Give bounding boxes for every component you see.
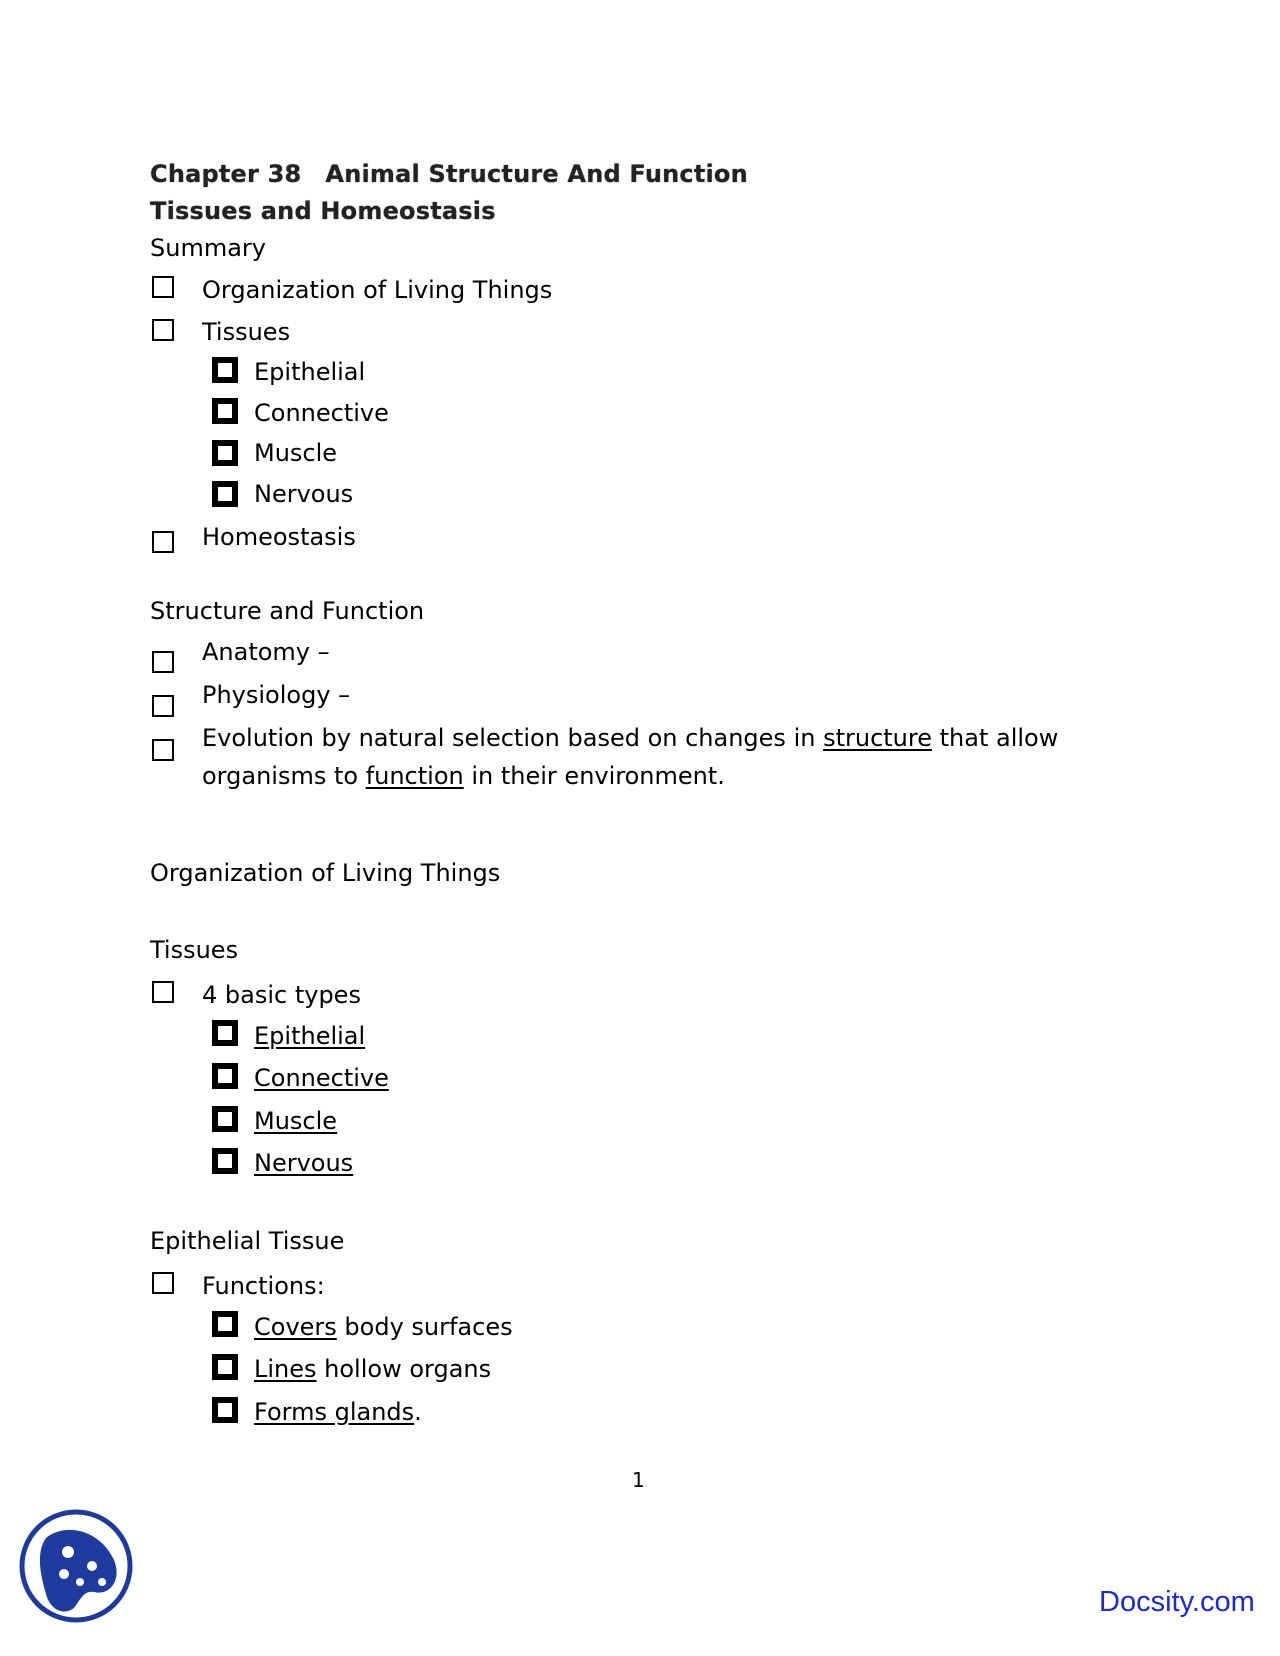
square-bullet-icon bbox=[152, 651, 174, 673]
filled-square-bullet-icon bbox=[212, 1106, 238, 1132]
filled-square-bullet-icon bbox=[212, 440, 238, 466]
summary-heading: Summary bbox=[150, 234, 266, 262]
tissue-type-epithelial: Epithelial bbox=[254, 1022, 366, 1050]
epithelial-functions: Functions: bbox=[202, 1272, 325, 1300]
evolution-text: in their environment. bbox=[463, 762, 725, 790]
function-covers bbox=[254, 1312, 513, 1342]
docsity-logo-icon bbox=[18, 1508, 134, 1624]
docsity-brand-link[interactable]: Docsity.com bbox=[1099, 1586, 1255, 1618]
evolution-text: Evolution by natural selection based on changes in bbox=[202, 724, 824, 752]
structure-function-heading: Structure and Function bbox=[150, 597, 425, 625]
filled-square-bullet-icon bbox=[212, 1311, 238, 1337]
square-bullet-icon bbox=[152, 276, 174, 298]
function-text: body surfaces bbox=[336, 1313, 513, 1341]
structure-term: structure bbox=[823, 724, 932, 752]
tissue-type-muscle: Muscle bbox=[254, 1107, 338, 1135]
function-text: . bbox=[414, 1398, 422, 1426]
page-number: 1 bbox=[632, 1468, 645, 1492]
square-bullet-icon bbox=[152, 531, 174, 553]
square-bullet-icon bbox=[152, 981, 174, 1003]
filled-square-bullet-icon bbox=[212, 1148, 238, 1174]
chapter-title: Animal Structure And Function bbox=[325, 160, 748, 188]
filled-square-bullet-icon bbox=[212, 398, 238, 424]
summary-subitem-muscle: Muscle bbox=[254, 439, 338, 467]
summary-subitem-nervous: Nervous bbox=[254, 480, 354, 508]
chapter-heading bbox=[150, 159, 748, 189]
filled-square-bullet-icon bbox=[212, 1354, 238, 1380]
function-term: function bbox=[365, 762, 464, 790]
evolution-line-2 bbox=[202, 761, 725, 791]
chapter-number: Chapter 38 bbox=[150, 160, 302, 188]
function-lines bbox=[254, 1354, 491, 1384]
function-forms-glands bbox=[254, 1397, 422, 1427]
physiology-item: Physiology – bbox=[202, 681, 351, 709]
summary-item-tissues: Tissues bbox=[202, 318, 291, 346]
evolution-line-1 bbox=[202, 723, 1058, 753]
square-bullet-icon bbox=[152, 695, 174, 717]
summary-item-homeostasis: Homeostasis bbox=[202, 523, 356, 551]
tissue-type-nervous: Nervous bbox=[254, 1149, 354, 1177]
filled-square-bullet-icon bbox=[212, 481, 238, 507]
summary-subitem-connective: Connective bbox=[254, 399, 389, 427]
summary-subitem-epithelial: Epithelial bbox=[254, 358, 366, 386]
evolution-text: organisms to bbox=[202, 762, 366, 790]
covers-term: Covers bbox=[254, 1313, 337, 1341]
tissues-basic-types: 4 basic types bbox=[202, 981, 361, 1009]
organization-heading: Organization of Living Things bbox=[150, 859, 501, 887]
square-bullet-icon bbox=[152, 739, 174, 761]
epithelial-heading: Epithelial Tissue bbox=[150, 1227, 345, 1255]
square-bullet-icon bbox=[152, 319, 174, 341]
square-bullet-icon bbox=[152, 1272, 174, 1294]
function-text: hollow organs bbox=[316, 1355, 492, 1383]
summary-item-organization: Organization of Living Things bbox=[202, 276, 553, 304]
tissues-heading: Tissues bbox=[150, 936, 239, 964]
evolution-text: that allow bbox=[932, 724, 1059, 752]
forms-glands-term: Forms glands bbox=[254, 1398, 415, 1426]
filled-square-bullet-icon bbox=[212, 1063, 238, 1089]
filled-square-bullet-icon bbox=[212, 357, 238, 383]
filled-square-bullet-icon bbox=[212, 1397, 238, 1423]
anatomy-item: Anatomy – bbox=[202, 638, 330, 666]
section-subtitle: Tissues and Homeostasis bbox=[150, 197, 496, 225]
tissue-type-connective: Connective bbox=[254, 1064, 389, 1092]
filled-square-bullet-icon bbox=[212, 1020, 238, 1046]
lines-term: Lines bbox=[254, 1355, 317, 1383]
